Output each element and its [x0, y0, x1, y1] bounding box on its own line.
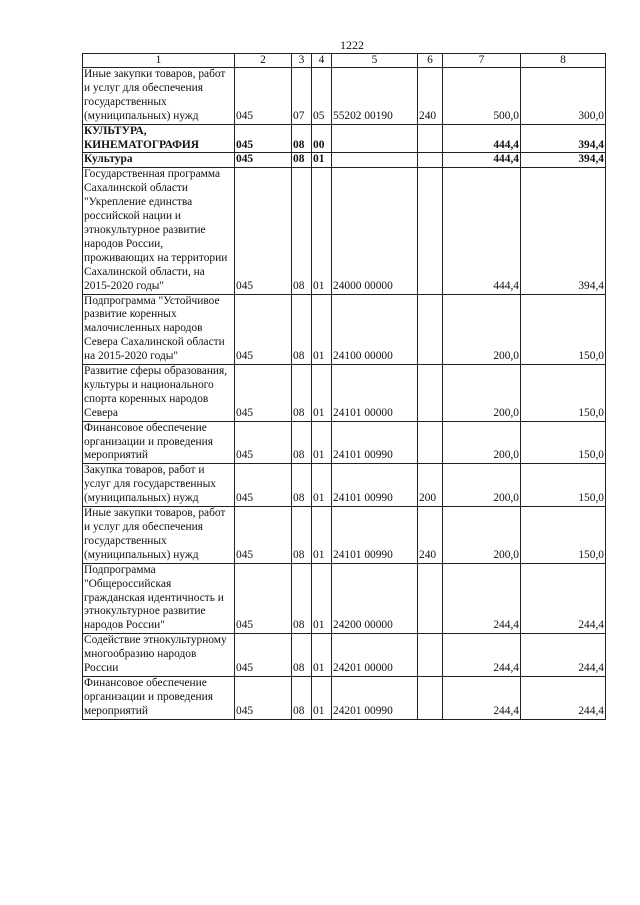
column-header: 2 [235, 54, 292, 68]
ministry-code-cell: 045 [235, 124, 292, 153]
row-name-cell: КУЛЬТУРА, КИНЕМАТОГРАФИЯ [83, 124, 235, 153]
table-row [83, 634, 606, 677]
ministry-code-cell: 045 [235, 294, 292, 365]
amount-year1-cell: 444,4 [443, 124, 521, 153]
subsection-code-cell: 01 [312, 464, 332, 507]
section-code-cell: 08 [292, 507, 312, 564]
expense-type-cell [418, 676, 443, 719]
row-name-cell: Финансовое обеспечение организации и проведения мероприятий [83, 421, 235, 464]
expense-type-cell: 200 [418, 464, 443, 507]
amount-year2-cell: 394,4 [521, 168, 606, 294]
amount-year1-cell: 444,4 [443, 168, 521, 294]
amount-year2-cell: 394,4 [521, 124, 606, 153]
expense-type-cell [418, 294, 443, 365]
ministry-code-cell: 045 [235, 153, 292, 168]
column-header: 8 [521, 54, 606, 68]
row-name-cell: Подпрограмма "Общероссийская гражданская идентичность и этнокультурное развитие народов России" [83, 563, 235, 634]
amount-year2-cell: 244,4 [521, 563, 606, 634]
subsection-code-cell: 01 [312, 634, 332, 677]
page-number: 1222 [340, 38, 364, 52]
target-article-cell [332, 153, 418, 168]
table-header-row [83, 54, 606, 68]
table-row [83, 124, 606, 153]
row-name-cell: Подпрограмма "Устойчивое развитие коренных малочисленных народов Севера Сахалинской области на 2015-2020 годы" [83, 294, 235, 365]
ministry-code-cell: 045 [235, 563, 292, 634]
target-article-cell: 24201 00990 [332, 676, 418, 719]
amount-year1-cell: 200,0 [443, 421, 521, 464]
table-row [83, 507, 606, 564]
amount-year2-cell: 244,4 [521, 634, 606, 677]
subsection-code-cell: 01 [312, 168, 332, 294]
subsection-code-cell: 01 [312, 563, 332, 634]
amount-year1-cell: 244,4 [443, 563, 521, 634]
row-name-cell: Государственная программа Сахалинской области "Укрепление единства российской нации и этнокультурное развитие народов России, проживающих на территории Сахалинской области, на 2015-2020 годы" [83, 168, 235, 294]
section-code-cell: 07 [292, 68, 312, 125]
amount-year1-cell: 444,4 [443, 153, 521, 168]
section-code-cell: 08 [292, 168, 312, 294]
amount-year1-cell: 244,4 [443, 634, 521, 677]
section-code-cell: 08 [292, 634, 312, 677]
target-article-cell: 24200 00000 [332, 563, 418, 634]
column-header: 3 [292, 54, 312, 68]
column-header: 4 [312, 54, 332, 68]
amount-year1-cell: 200,0 [443, 365, 521, 422]
table-row [83, 421, 606, 464]
amount-year2-cell: 244,4 [521, 676, 606, 719]
target-article-cell: 24101 00990 [332, 464, 418, 507]
column-header: 7 [443, 54, 521, 68]
subsection-code-cell: 01 [312, 294, 332, 365]
amount-year2-cell: 394,4 [521, 153, 606, 168]
column-header: 1 [83, 54, 235, 68]
amount-year2-cell: 150,0 [521, 421, 606, 464]
expense-type-cell [418, 365, 443, 422]
amount-year2-cell: 150,0 [521, 464, 606, 507]
section-code-cell: 08 [292, 365, 312, 422]
section-code-cell: 08 [292, 563, 312, 634]
column-header: 6 [418, 54, 443, 68]
amount-year1-cell: 200,0 [443, 464, 521, 507]
subsection-code-cell: 00 [312, 124, 332, 153]
section-code-cell: 08 [292, 153, 312, 168]
expense-type-cell [418, 153, 443, 168]
ministry-code-cell: 045 [235, 68, 292, 125]
row-name-cell: Развитие сферы образования, культуры и национального спорта коренных народов Севера [83, 365, 235, 422]
target-article-cell [332, 124, 418, 153]
expense-type-cell: 240 [418, 68, 443, 125]
table-row [83, 365, 606, 422]
subsection-code-cell: 01 [312, 507, 332, 564]
ministry-code-cell: 045 [235, 421, 292, 464]
row-name-cell: Содействие этнокультурному многообразию народов России [83, 634, 235, 677]
target-article-cell: 24101 00990 [332, 507, 418, 564]
ministry-code-cell: 045 [235, 365, 292, 422]
table-row [83, 153, 606, 168]
table-row [83, 68, 606, 125]
section-code-cell: 08 [292, 464, 312, 507]
expense-type-cell [418, 634, 443, 677]
amount-year1-cell: 200,0 [443, 294, 521, 365]
section-code-cell: 08 [292, 294, 312, 365]
target-article-cell: 55202 00190 [332, 68, 418, 125]
ministry-code-cell: 045 [235, 464, 292, 507]
section-code-cell: 08 [292, 124, 312, 153]
table-row [83, 676, 606, 719]
table-row [83, 294, 606, 365]
target-article-cell: 24201 00000 [332, 634, 418, 677]
ministry-code-cell: 045 [235, 507, 292, 564]
amount-year1-cell: 500,0 [443, 68, 521, 125]
subsection-code-cell: 01 [312, 365, 332, 422]
target-article-cell: 24000 00000 [332, 168, 418, 294]
subsection-code-cell: 01 [312, 421, 332, 464]
table-row [83, 563, 606, 634]
ministry-code-cell: 045 [235, 634, 292, 677]
row-name-cell: Иные закупки товаров, работ и услуг для обеспечения государственных (муниципальных) нужд [83, 507, 235, 564]
target-article-cell: 24100 00000 [332, 294, 418, 365]
budget-table [82, 53, 606, 720]
column-header: 5 [332, 54, 418, 68]
ministry-code-cell: 045 [235, 676, 292, 719]
subsection-code-cell: 01 [312, 153, 332, 168]
table-row [83, 168, 606, 294]
expense-type-cell [418, 168, 443, 294]
row-name-cell: Финансовое обеспечение организации и проведения мероприятий [83, 676, 235, 719]
table-body [83, 68, 606, 720]
row-name-cell: Культура [83, 153, 235, 168]
target-article-cell: 24101 00990 [332, 421, 418, 464]
amount-year1-cell: 244,4 [443, 676, 521, 719]
amount-year2-cell: 150,0 [521, 365, 606, 422]
expense-type-cell: 240 [418, 507, 443, 564]
ministry-code-cell: 045 [235, 168, 292, 294]
subsection-code-cell: 05 [312, 68, 332, 125]
row-name-cell: Иные закупки товаров, работ и услуг для обеспечения государственных (муниципальных) нужд [83, 68, 235, 125]
section-code-cell: 08 [292, 421, 312, 464]
row-name-cell: Закупка товаров, работ и услуг для государственных (муниципальных) нужд [83, 464, 235, 507]
expense-type-cell [418, 124, 443, 153]
expense-type-cell [418, 563, 443, 634]
section-code-cell: 08 [292, 676, 312, 719]
table-row [83, 464, 606, 507]
amount-year2-cell: 150,0 [521, 507, 606, 564]
amount-year2-cell: 150,0 [521, 294, 606, 365]
target-article-cell: 24101 00000 [332, 365, 418, 422]
subsection-code-cell: 01 [312, 676, 332, 719]
amount-year2-cell: 300,0 [521, 68, 606, 125]
expense-type-cell [418, 421, 443, 464]
amount-year1-cell: 200,0 [443, 507, 521, 564]
